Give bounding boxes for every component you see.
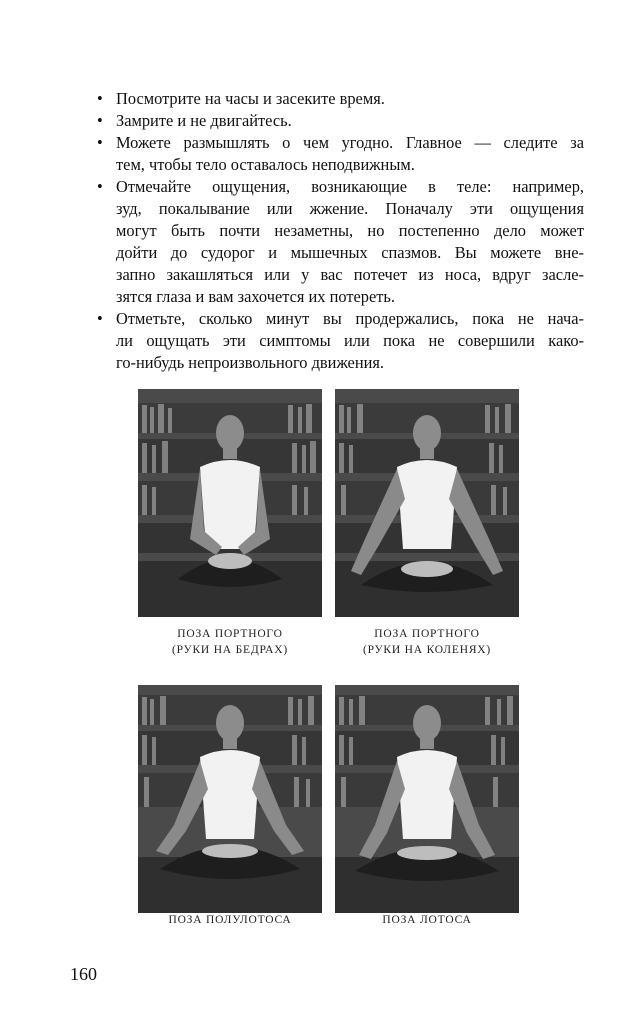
text-line: Замрите и не двигайтесь. xyxy=(116,111,292,130)
bullet-dot: • xyxy=(97,177,103,196)
text-line: ли ощущать эти симптомы или пока не совершили како- xyxy=(116,331,584,350)
figure-caption-1 xyxy=(120,626,340,658)
caption-line: ПОЗА ЛОТОСА xyxy=(382,914,472,926)
bullet-dot: • xyxy=(97,309,103,328)
text-line: зятся глаза и вам захочется их потереть. xyxy=(116,287,395,306)
instruction-list xyxy=(88,88,584,374)
photo-tailor-pose-hands-on-thighs xyxy=(138,389,322,617)
yoga-photo-illustration xyxy=(335,389,519,617)
yoga-photo-illustration xyxy=(138,389,322,617)
photo-lotus-pose xyxy=(335,685,519,913)
text-line: го-нибудь непроизвольного движения. xyxy=(116,353,385,372)
text-line: запно закашляться или у вас потечет из носа, вдруг засле- xyxy=(116,265,584,284)
photo-half-lotus-pose xyxy=(138,685,322,913)
photo-tailor-pose-hands-on-knees xyxy=(335,389,519,617)
bullet-dot: • xyxy=(97,89,103,108)
text-line: Отметьте, сколько минут вы продержались, пока не нача- xyxy=(116,309,584,328)
bullet-item-5 xyxy=(88,308,584,374)
text-line: дойти до судорог и мышечных спазмов. Вы можете вне- xyxy=(116,243,584,262)
bullet-item-4 xyxy=(88,176,584,308)
figure-caption-2 xyxy=(317,626,537,658)
text-line: могут быть почти незаметны, но постепенно дело может xyxy=(116,221,584,240)
caption-line: ПОЗА ПОРТНОГО xyxy=(177,628,283,640)
text-line: Отмечайте ощущения, возникающие в теле: например, xyxy=(116,177,584,196)
figure-caption-3 xyxy=(120,912,340,928)
bullet-item-3 xyxy=(88,132,584,176)
text-line: Можете размышлять о чем угодно. Главное — следите за xyxy=(116,133,584,152)
bullet-dot: • xyxy=(97,111,103,130)
caption-line: ПОЗА ПОРТНОГО xyxy=(374,628,480,640)
bullet-item-1 xyxy=(88,88,584,110)
text-line: Посмотрите на часы и засеките время. xyxy=(116,89,385,108)
text-line: тем, чтобы тело оставалось неподвижным. xyxy=(116,155,415,174)
page-number: 160 xyxy=(70,964,97,984)
yoga-photo-illustration xyxy=(138,685,322,913)
caption-line: ПОЗА ПОЛУЛОТОСА xyxy=(168,914,292,926)
caption-line: (РУКИ НА БЕДРАХ) xyxy=(171,644,289,656)
bullet-item-2 xyxy=(88,110,584,132)
figure-caption-4 xyxy=(317,912,537,928)
bullet-dot: • xyxy=(97,133,103,152)
text-line: зуд, покалывание или жжение. Поначалу эти ощущения xyxy=(116,199,584,218)
caption-line: (РУКИ НА КОЛЕНЯХ) xyxy=(362,644,492,656)
yoga-photo-illustration xyxy=(335,685,519,913)
